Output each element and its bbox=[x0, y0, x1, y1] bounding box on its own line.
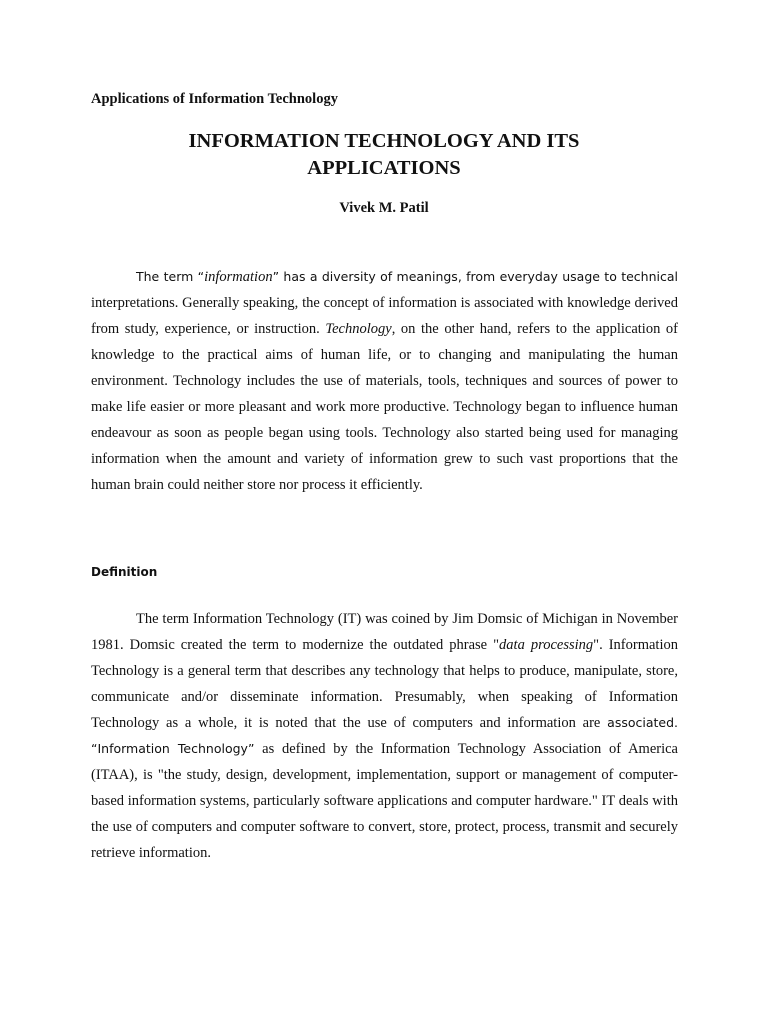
intro-text-1: The term “ bbox=[136, 269, 205, 284]
intro-text-2: ” has a diversity of meanings, from everyday usage to technical bbox=[272, 269, 678, 284]
author-name: Vivek M. Patil bbox=[339, 200, 429, 216]
definition-term-data-processing: data processing bbox=[499, 637, 594, 653]
definition-paragraph bbox=[91, 606, 678, 866]
document-title bbox=[0, 128, 768, 182]
title-line-2: APPLICATIONS bbox=[307, 157, 461, 179]
running-head: Applications of Information Technology bbox=[91, 91, 338, 107]
intro-text-3: interpretations. Generally speaking, the concept of information is associated with knowledge derived from study, experience, or instruction. bbox=[91, 295, 678, 337]
intro-text-4: , on the other hand, refers to the application of knowledge to the practical aims of human life, or to changing and manipulating the human environment. Technology includes the use of materials, tools, techniques and sources of power to make life easier or more pleasant and work more productive. Technology began to influence human endeavour as soon as people began using tools. Technology also started being used for managing information when the amount and variety of information grew to such vast proportions that the human brain could neither store nor process it efficiently. bbox=[91, 321, 678, 493]
definition-text-3: associated. “Information Technology” bbox=[91, 715, 678, 756]
title-line-1: INFORMATION TECHNOLOGY AND ITS bbox=[188, 130, 580, 152]
intro-paragraph bbox=[91, 264, 678, 498]
definition-text-2: ". Information Technology is a general term that describes any technology that helps to produce, manipulate, store, communicate and/or disseminate information. Presumably, when speaking of Information Technology as a whole, it is noted that the use of computers and information are bbox=[91, 637, 678, 731]
definition-text-4: as defined by the Information Technology Association of America (ITAA), is "the study, design, development, implementation, support or management of computer-based information systems, particularly software applications and computer hardware." IT deals with the use of computers and computer software to convert, store, protect, process, transmit and securely retrieve information. bbox=[91, 741, 678, 861]
definition-heading: Definition bbox=[91, 565, 158, 579]
intro-term-technology: Technology bbox=[325, 321, 392, 337]
intro-term-information: information bbox=[204, 269, 273, 285]
definition-text-1: The term Information Technology (IT) was coined by Jim Domsic of Michigan in November 1981. Domsic created the term to modernize the outdated phrase " bbox=[91, 611, 678, 653]
